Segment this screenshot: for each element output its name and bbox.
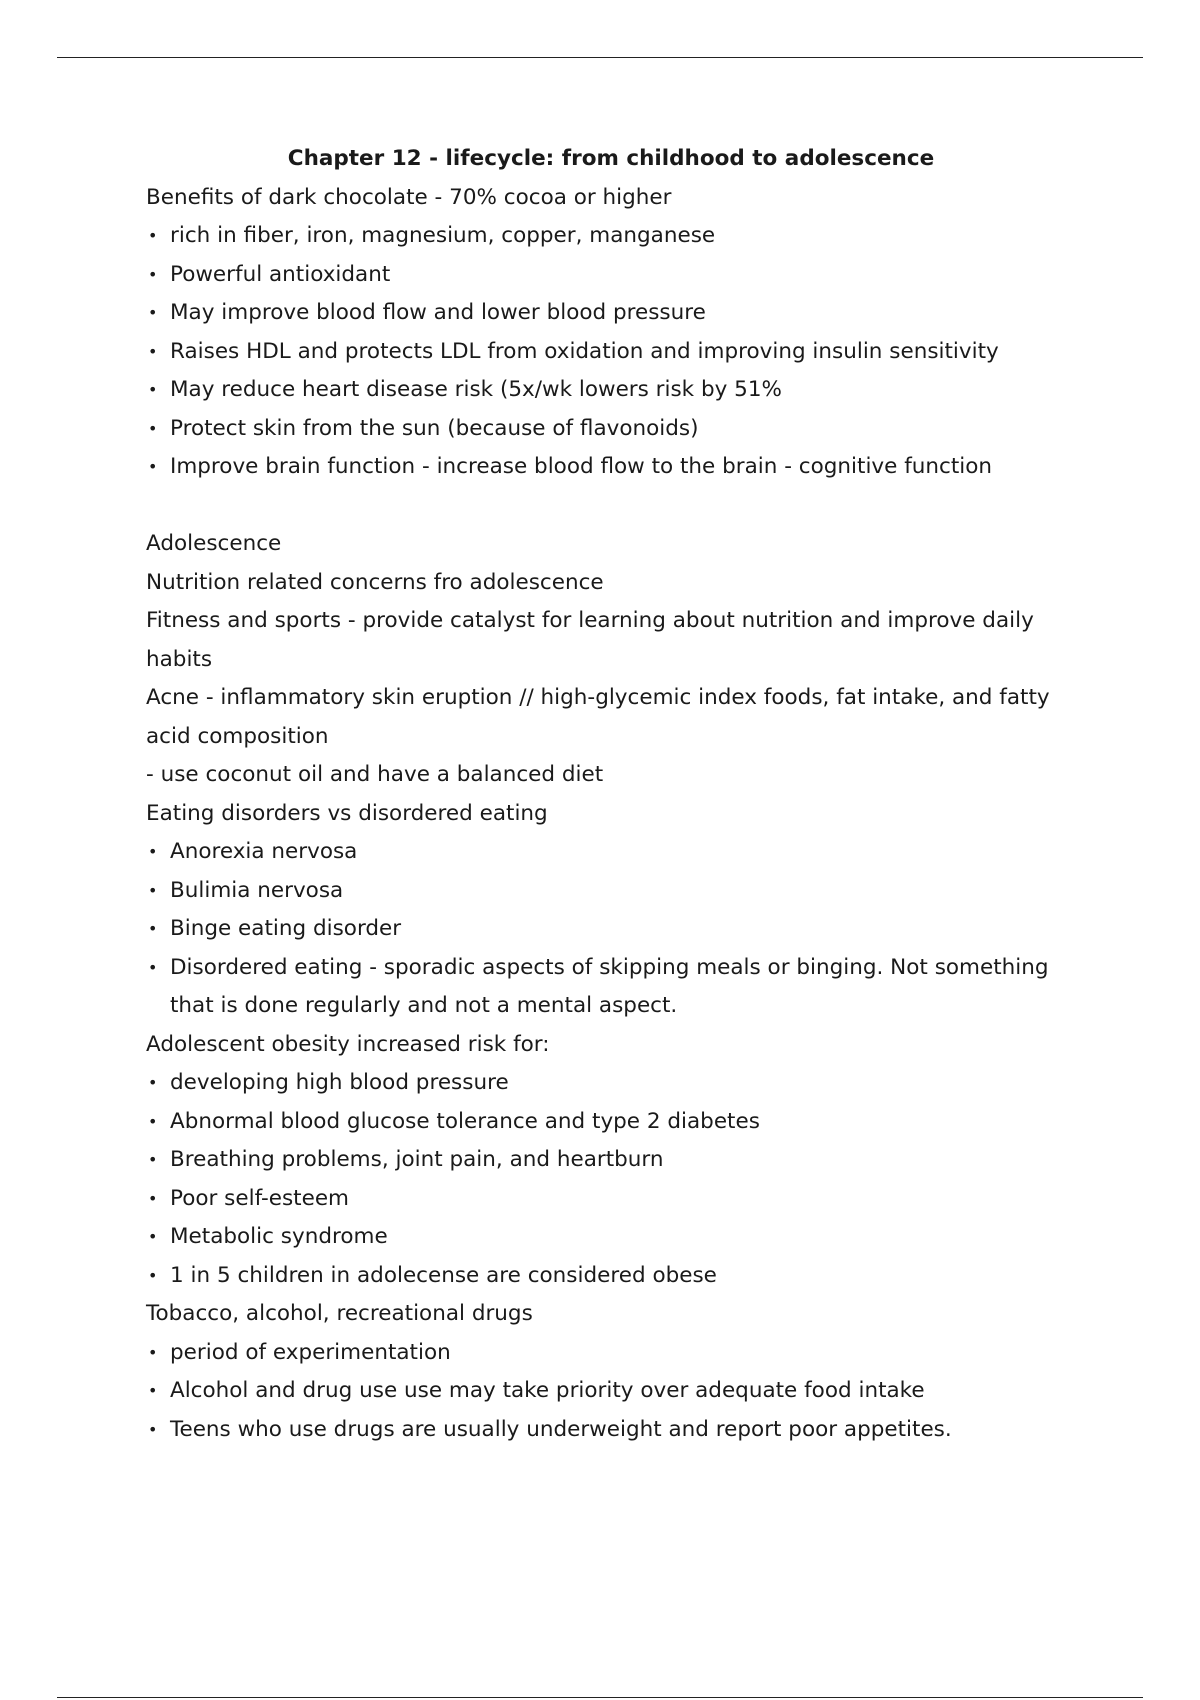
list-item (146, 1103, 1086, 1142)
bullet-icon: • (148, 919, 158, 938)
page-title: Chapter 12 - lifecycle: from childhood to adolescence (287, 146, 935, 171)
obesity-heading: Adolescent obesity increased risk for: (146, 1031, 550, 1057)
bullet-icon: • (148, 341, 158, 361)
list-item (146, 1372, 1086, 1411)
list-item (146, 294, 1086, 333)
list-item (146, 910, 1086, 949)
bullet-icon: • (148, 457, 158, 476)
bullet-icon: • (148, 1419, 158, 1439)
list-item (146, 1180, 1086, 1219)
list-item-text: Disordered eating - sporadic aspects of skipping meals or binging. Not something that is done regularly and not a mental aspect. (170, 954, 1049, 1018)
bullet-icon: • (148, 1381, 158, 1400)
bullet-icon: • (148, 1342, 158, 1362)
list-item-text: Protect skin from the sun (because of flavonoids) (170, 415, 699, 441)
list-item (146, 410, 1086, 449)
list-item (146, 1411, 1086, 1450)
bullet-icon: • (148, 957, 158, 977)
bullet-icon: • (148, 1188, 158, 1208)
list-item (146, 872, 1086, 911)
list-item (146, 448, 1086, 487)
list-item-text: Teens who use drugs are usually underweight and report poor appetites. (170, 1416, 952, 1442)
list-item-text: Powerful antioxidant (170, 261, 391, 287)
list-item-text: 1 in 5 children in adolecense are considered obese (170, 1262, 717, 1288)
page-bottom-rule (57, 1697, 1143, 1698)
list-item-text: Improve brain function - increase blood flow to the brain - cognitive function (170, 454, 993, 479)
bullet-icon: • (148, 1265, 158, 1285)
bullet-icon: • (148, 1111, 158, 1131)
chocolate-heading: Benefits of dark chocolate - 70% cocoa or higher (146, 184, 672, 210)
list-item-text: Bulimia nervosa (170, 877, 344, 903)
list-item (146, 217, 1086, 256)
bullet-icon: • (148, 418, 158, 438)
document-body (146, 140, 1086, 1449)
list-item-text: Alcohol and drug use use may take priority over adequate food intake (170, 1378, 925, 1403)
acne-paragraph: Acne - inflammatory skin eruption // high-glycemic index foods, fat intake, and fatty acid composition (146, 685, 1050, 749)
bullet-icon: • (148, 264, 158, 284)
list-item-text: developing high blood pressure (170, 1070, 509, 1095)
bullet-icon: • (148, 1073, 158, 1092)
tobacco-list (146, 1334, 1086, 1450)
list-item-text: May reduce heart disease risk (5x/wk lowers risk by 51% (170, 377, 782, 402)
list-item (146, 256, 1086, 295)
page-top-rule (57, 57, 1143, 58)
list-item-text: May improve blood flow and lower blood pressure (170, 300, 706, 325)
list-item-text: Anorexia nervosa (170, 839, 358, 864)
list-item (146, 1334, 1086, 1373)
list-item (146, 371, 1086, 410)
list-item-text: Binge eating disorder (170, 916, 402, 941)
list-item (146, 833, 1086, 872)
obesity-risk-list (146, 1064, 1086, 1295)
section-spacer (146, 487, 1086, 526)
acne-tip: - use coconut oil and have a balanced diet (146, 762, 604, 787)
list-item-text: Metabolic syndrome (170, 1224, 388, 1249)
bullet-icon: • (148, 1150, 158, 1169)
list-item-text: Breathing problems, joint pain, and heartburn (170, 1147, 664, 1172)
list-item-text: Abnormal blood glucose tolerance and type 2 diabetes (170, 1108, 760, 1134)
list-item (146, 1257, 1086, 1296)
bullet-icon: • (148, 380, 158, 399)
list-item-text: Raises HDL and protects LDL from oxidation and improving insulin sensitivity (170, 338, 999, 364)
chocolate-benefits-list (146, 217, 1086, 487)
fitness-paragraph: Fitness and sports - provide catalyst for learning about nutrition and improve daily habits (146, 608, 1034, 672)
tobacco-heading: Tobacco, alcohol, recreational drugs (146, 1301, 533, 1326)
list-item-text: rich in fiber, iron, magnesium, copper, manganese (170, 223, 716, 248)
bullet-icon: • (148, 842, 158, 861)
adolescence-heading: Adolescence (146, 531, 282, 556)
bullet-icon: • (148, 226, 158, 245)
list-item (146, 1141, 1086, 1180)
eating-disorders-list (146, 833, 1086, 1026)
list-item (146, 949, 1086, 1026)
bullet-icon: • (148, 880, 158, 900)
eating-disorders-heading: Eating disorders vs disordered eating (146, 800, 548, 826)
bullet-icon: • (148, 303, 158, 322)
concerns-line: Nutrition related concerns fro adolescence (146, 569, 604, 595)
list-item-text: Poor self-esteem (170, 1185, 349, 1211)
list-item (146, 1064, 1086, 1103)
list-item (146, 333, 1086, 372)
list-item-text: period of experimentation (170, 1339, 451, 1365)
list-item (146, 1218, 1086, 1257)
bullet-icon: • (148, 1227, 158, 1246)
